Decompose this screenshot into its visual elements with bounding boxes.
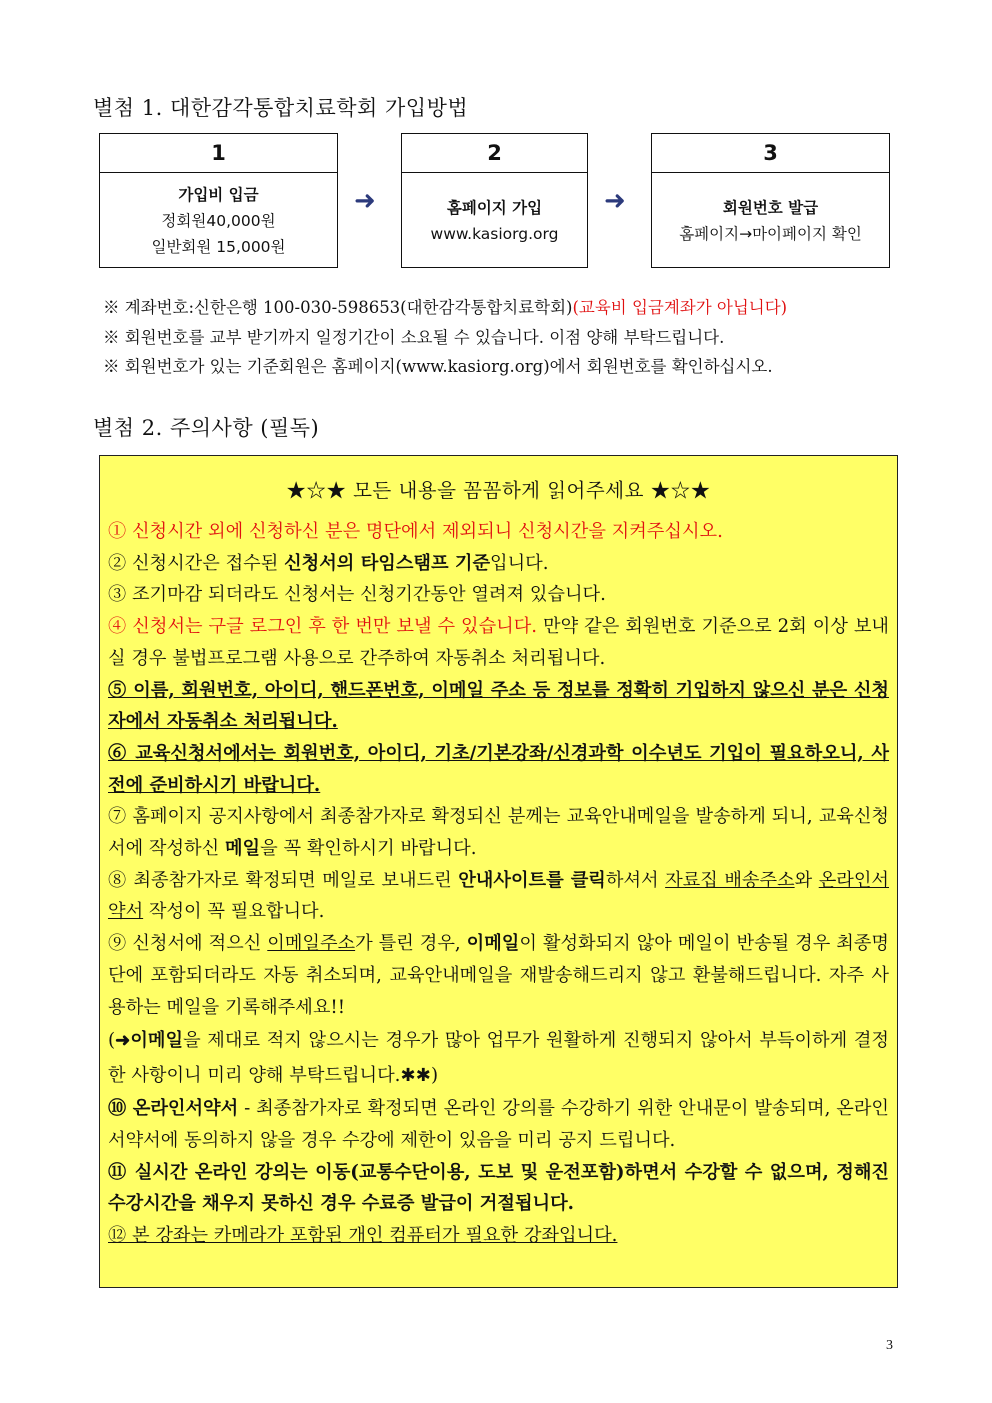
item-emphasis: 메일 (224, 838, 261, 860)
item-underline: ⑫ 본 강좌는 카메라가 포함된 개인 컴퓨터가 필요한 강좌입니다. (108, 1225, 618, 1247)
section1-title: 별첨 1. 대한감각통합치료학회 가입방법 (93, 96, 469, 120)
step-number: 3 (652, 134, 889, 173)
step-2-box (401, 133, 588, 268)
step-1-box (99, 133, 338, 268)
notice-item-3: ③ 조기마감 되더라도 신청서는 신청기간동안 열려져 있습니다. (108, 584, 606, 606)
notice-item-12 (108, 1220, 889, 1252)
item-warning: ④ 신청서는 구글 로그인 후 한 번만 보낼 수 있습니다. (108, 616, 538, 638)
notice-item-8 (108, 865, 889, 928)
item-underline: 온라인서약서 (108, 869, 889, 923)
note-member-number: ※ 회원번호를 교부 받기까지 일정기간이 소요될 수 있습니다. 이점 양해 부탁드립니다. (103, 327, 725, 347)
step-number: 1 (100, 134, 337, 173)
step-heading: 가입비 입금 (178, 185, 259, 204)
notice-item-2 (108, 548, 889, 580)
item-text: 와 (794, 869, 819, 891)
note-account (103, 293, 787, 323)
item-emphasis: ➜이메일 (115, 1030, 184, 1052)
item-emphasis: 이메일 (466, 933, 520, 955)
step-line: 정회원40,000원 (161, 211, 276, 230)
item-text: 입니다. (490, 552, 549, 574)
step-line: www.kasiorg.org (430, 224, 559, 243)
notice-item-9 (108, 928, 889, 1023)
step-heading: 홈페이지 가입 (446, 198, 543, 217)
item-text: 을 제대로 적지 않으시는 경우가 많아 업무가 원활하게 진행되지 않아서 부득이하게 결정한 사항이니 미리 양해 부탁드립니다. (108, 1030, 889, 1087)
note-text: ※ 계좌번호:신한은행 100-030-598653(대한감각통합치료학회) (103, 298, 573, 317)
item-emphasis: ⑩ 온라인서약서 (108, 1098, 239, 1120)
item-underline: 자료집 배송주소 (665, 869, 795, 891)
item-emphasis: 신청서의 타임스탬프 기준 (284, 552, 491, 574)
notice-item-7 (108, 801, 889, 864)
notice-items (108, 516, 889, 1252)
item-text: 을 꼭 확인하시기 바랍니다. (260, 838, 477, 860)
asterisk-icon: ✱✱ (400, 1065, 431, 1087)
item-emphasis: ⑪ 실시간 온라인 강의는 이동(교통수단이용, 도보 및 운전포함)하면서 수강할 수 없으며, 정해진 수강시간을 채우지 못하신 경우 수료증 발급이 거절됩니다. (108, 1161, 889, 1215)
note-warning: (교육비 입금계좌가 아닙니다) (572, 298, 788, 317)
notes (103, 293, 787, 382)
right-arrow-icon: ➜ (354, 186, 376, 216)
item-text: 하셔서 (605, 869, 666, 891)
step-line: 홈페이지→마이페이지 확인 (679, 224, 862, 243)
section2-title: 별첨 2. 주의사항 (필독) (93, 416, 320, 440)
item-emphasis: ⑤ 이름, 회원번호, 아이디, 핸드폰번호, 이메일 주소 등 정보를 정확히 기입하지 않으신 분은 신청자에서 자동취소 처리됩니다. (108, 679, 889, 733)
notice-box (99, 455, 898, 1288)
step-heading: 회원번호 발급 (722, 198, 819, 217)
notice-item-9-footnote (108, 1023, 889, 1093)
notice-item-1: ① 신청시간 외에 신청하신 분은 명단에서 제외되니 신청시간을 지켜주십시오. (108, 521, 723, 542)
item-text: 가 틀린 경우, (355, 933, 467, 955)
item-text: - 최종참가자로 확정되면 온라인 강의를 수강하기 위한 안내문이 발송되며, 온라인 서약서에 동의하지 않을 경우 수강에 제한이 있음을 미리 공지 드립니다. (108, 1098, 890, 1151)
item-underline: 이메일주소 (267, 933, 356, 955)
item-text: ② 신청시간은 접수된 (108, 552, 285, 574)
right-arrow-icon: ➜ (604, 186, 626, 216)
item-text: 이 활성화되지 않아 메일이 반송될 경우 최종명단에 포함되더라도 자동 취소되며, 교육안내메일을 재발송해드리지 않고 환불해드립니다. 자주 사용하는 메일을 기록해주세요!! (108, 933, 889, 1018)
notice-item-4 (108, 611, 889, 674)
step-3-box (651, 133, 890, 268)
notice-item-5 (108, 675, 889, 738)
note-existing-members: ※ 회원번호가 있는 기준회원은 홈페이지(www.kasiorg.org)에서 회원번호를 확인하십시오. (103, 357, 773, 376)
item-text: 작성이 꼭 필요합니다. (143, 901, 325, 923)
item-text: ⑨ 신청서에 적으신 (108, 933, 268, 955)
item-text: ⑧ 최종참가자로 확정되면 메일로 보내드린 (108, 869, 459, 891)
page-number: 3 (886, 1338, 893, 1353)
notice-title: ★☆★ 모든 내용을 꼼꼼하게 읽어주세요 ★☆★ (286, 479, 711, 502)
notice-item-11 (108, 1157, 889, 1220)
step-line: 일반회원 15,000원 (151, 237, 286, 256)
notice-item-6 (108, 738, 889, 801)
item-text: ) (430, 1065, 439, 1087)
item-text: 만약 같은 회원번호 기준으로 2회 이상 보내실 경우 불법프로그램 사용으로 간주하여 자동취소 처리됩니다. (108, 616, 890, 669)
item-text: ⑦ 홈페이지 공지사항에서 최종참가자로 확정되신 분께는 교육안내메일을 발송하게 되니, 교육신청서에 작성하신 (108, 806, 889, 860)
item-emphasis: 안내사이트를 클릭 (458, 869, 606, 891)
notice-item-10 (108, 1093, 889, 1156)
item-text: ( (108, 1030, 116, 1052)
step-number: 2 (402, 134, 587, 173)
item-emphasis: ⑥ 교육신청서에서는 회원번호, 아이디, 기초/기본강좌/신경과학 이수년도 기입이 필요하오니, 사전에 준비하시기 바랍니다. (108, 742, 889, 796)
